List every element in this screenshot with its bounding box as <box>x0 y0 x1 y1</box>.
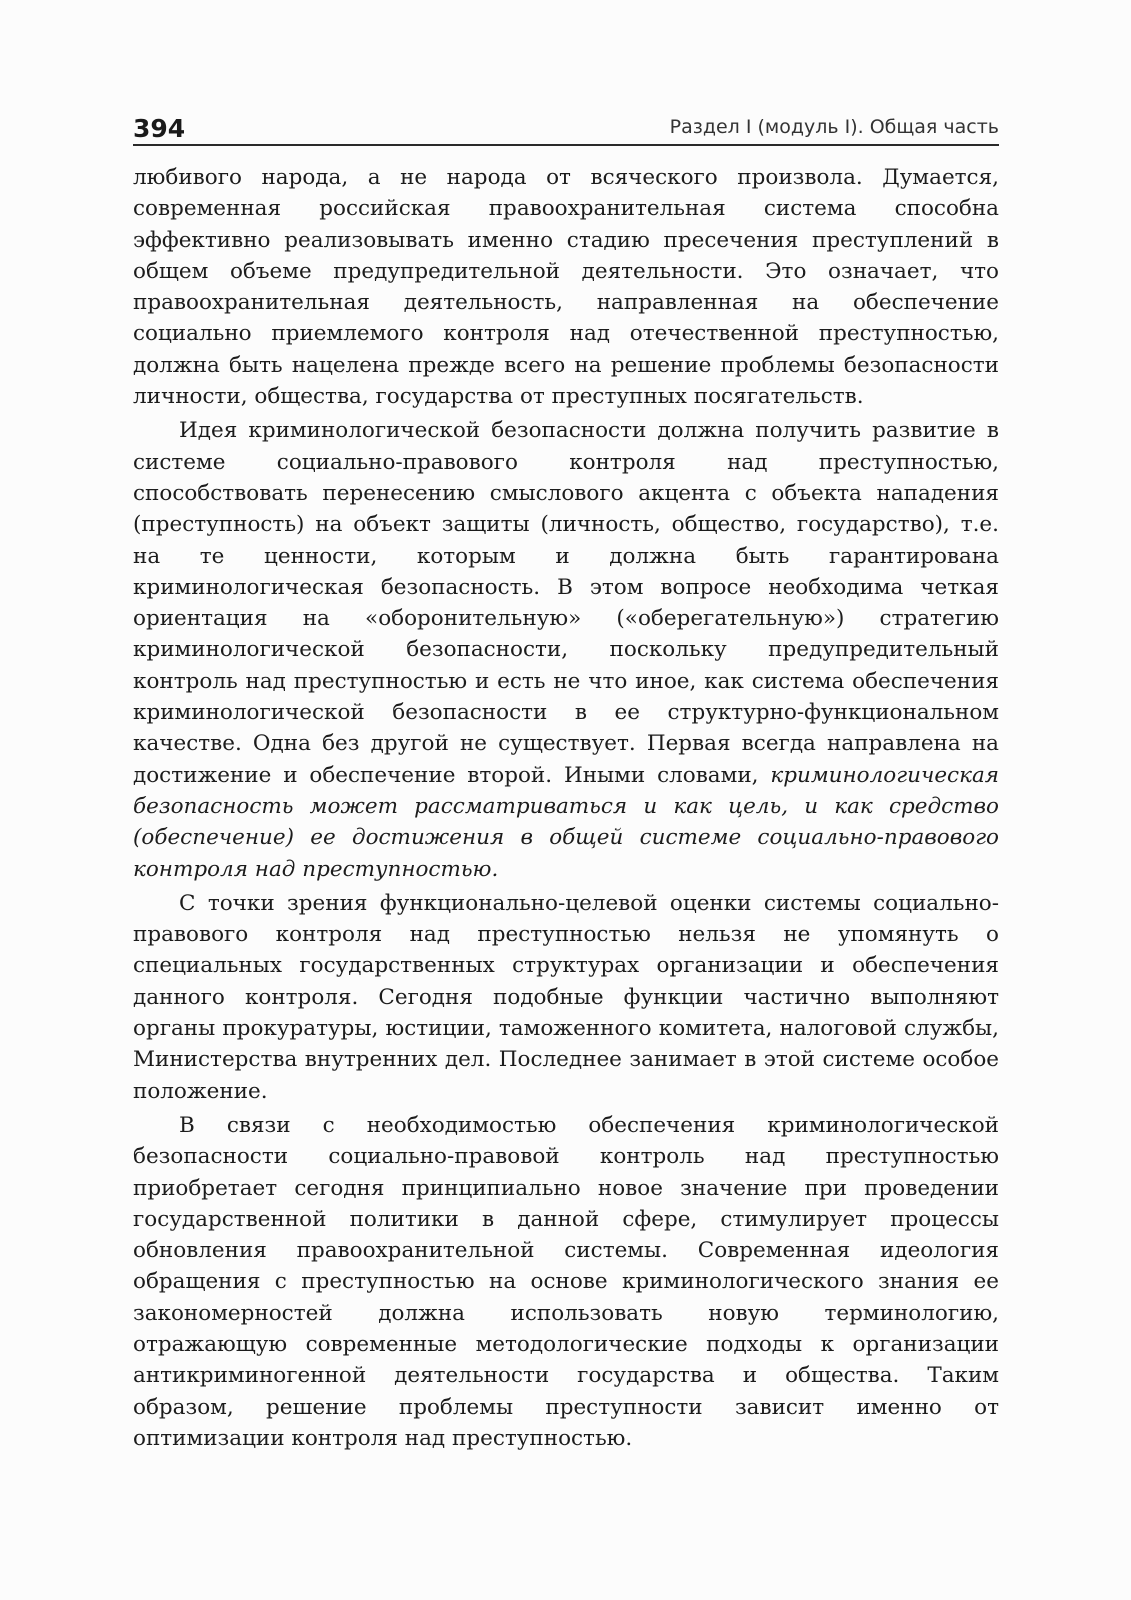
paragraph-4 <box>133 1110 999 1454</box>
paragraph-1-text: любивого народа, а не народа от всяческого произвола. Думается, современная российская правоохранительная система способна эффективно реализовывать именно стадию пресечения преступлений в общем объеме предупредительной деятельности. Это означает, что правоохранительная деятельность, направленная на обеспечение социально приемлемого контроля над отечественной преступностью, должна быть нацелена прежде всего на решение проблемы безопасности личности, общества, государства от преступных посягательств. <box>133 165 999 410</box>
running-title: Раздел I (модуль I). Общая часть <box>669 116 999 138</box>
paragraph-2 <box>133 415 999 884</box>
paragraph-2-text: Идея криминологической безопасности должна получить развитие в системе социально-правового контроля над преступностью, способствовать перенесению смыслового акцента с объекта нападения (преступность) на объект защиты (личность, общество, государство), т.е. на те ценности, которым и должна быть гарантирована криминологическая безопасность. В этом вопросе необходима четкая ориентация на «оборонительную» («оберегательную») стратегию криминологической безопасности, поскольку предупредительный контроль над преступностью и есть не что иное, как система обеспечения криминологической безопасности в ее структурно-функциональном качестве. Одна без другой не существует. Первая всегда направлена на достижение и обеспечение второй. Иными словами, <box>133 418 999 788</box>
page-header <box>133 108 999 146</box>
main-text <box>133 162 999 1457</box>
paragraph-2-italic-text: криминологическая безопасность может рассматриваться и как цель, и как средство (обеспечение) ее достижения в общей системе социально-правового контроля над преступностью. <box>133 762 999 882</box>
paragraph-3 <box>133 888 999 1107</box>
paragraph-4-text: В связи с необходимостью обеспечения криминологической безопасности социально-правовой контроль над преступностью приобретает сегодня принципиально новое значение при проведении государственной политики в данной сфере, стимулирует процессы обновления правоохранительной системы. Современная идеология обращения с преступностью на основе криминологического знания ее закономерностей должна использовать новую терминологию, отражающую современные методологические подходы к организации антикриминогенной деятельности государства и общества. Таким образом, решение проблемы преступности зависит именно от оптимизации контроля над преступностью. <box>133 1112 999 1451</box>
paragraph-1 <box>133 162 999 412</box>
paragraph-3-text: С точки зрения функционально-целевой оценки системы социально-правового контроля над преступностью нельзя не упомянуть о специальных государственных структурах организации и обеспечения данного контроля. Сегодня подобные функции частично выполняют органы прокуратуры, юстиции, таможенного комитета, налоговой службы, Министерства внутренних дел. Последнее занимает в этой системе особое положение. <box>133 890 999 1104</box>
page-number: 394 <box>133 114 186 143</box>
